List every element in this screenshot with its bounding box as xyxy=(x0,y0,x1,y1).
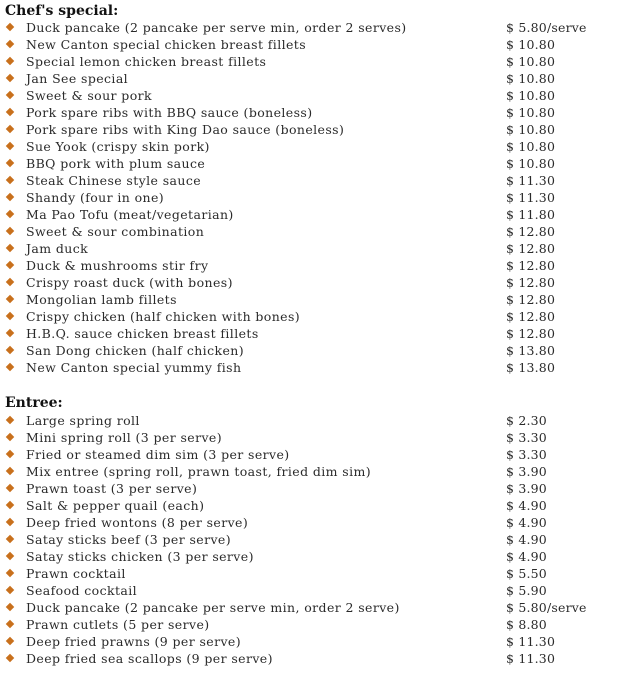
diamond-bullet-icon xyxy=(6,620,14,628)
diamond-bullet-icon xyxy=(6,23,14,31)
menu-item-price: $ 10.80 xyxy=(506,54,556,69)
menu-item xyxy=(0,87,625,104)
menu-item-name: Sue Yook (crispy skin pork) xyxy=(26,139,210,154)
menu-item-name: BBQ pork with plum sauce xyxy=(26,156,206,171)
menu-item-name: Crispy chicken (half chicken with bones) xyxy=(26,309,301,324)
menu-item xyxy=(0,240,625,257)
menu-item xyxy=(0,104,625,121)
menu-item-name: Satay sticks chicken (3 per serve) xyxy=(26,549,254,564)
menu-item-name: Sweet & sour combination xyxy=(26,224,205,239)
menu-item-name: Mini spring roll (3 per serve) xyxy=(26,430,222,445)
menu-item-name: Shandy (four in one) xyxy=(26,190,165,205)
menu-item xyxy=(0,616,625,633)
menu-item xyxy=(0,121,625,138)
menu-item xyxy=(0,599,625,616)
menu-item-price: $ 5.90 xyxy=(506,583,547,598)
diamond-bullet-icon xyxy=(6,108,14,116)
menu-item xyxy=(0,446,625,463)
menu-item xyxy=(0,206,625,223)
menu-item-name: Large spring roll xyxy=(26,413,140,428)
section-title: Entree: xyxy=(5,395,63,411)
menu-item-name: Deep fried wontons (8 per serve) xyxy=(26,515,249,530)
diamond-bullet-icon xyxy=(6,278,14,286)
menu-item-name: Seafood cocktail xyxy=(26,583,138,598)
menu-item-price: $ 10.80 xyxy=(506,139,556,154)
menu-item xyxy=(0,633,625,650)
menu-item-price: $ 10.80 xyxy=(506,122,556,137)
menu-item-price: $ 10.80 xyxy=(506,105,556,120)
menu-item-price: $ 10.80 xyxy=(506,88,556,103)
menu-item-name: Jan See special xyxy=(26,71,129,86)
menu-item-name: Duck pancake (2 pancake per serve min, order 2 serve) xyxy=(26,600,400,615)
menu-item xyxy=(0,531,625,548)
menu-item-name: Fried or steamed dim sim (3 per serve) xyxy=(26,447,290,462)
diamond-bullet-icon xyxy=(6,261,14,269)
menu-item xyxy=(0,36,625,53)
menu-item-name: Prawn cocktail xyxy=(26,566,126,581)
diamond-bullet-icon xyxy=(6,312,14,320)
menu-item xyxy=(0,342,625,359)
diamond-bullet-icon xyxy=(6,329,14,337)
menu-item-price: $ 3.90 xyxy=(506,481,547,496)
menu-item-name: Prawn cutlets (5 per serve) xyxy=(26,617,210,632)
menu-item xyxy=(0,189,625,206)
menu-item-name: Mix entree (spring roll, prawn toast, fried dim sim) xyxy=(26,464,372,479)
menu-item-name: H.B.Q. sauce chicken breast fillets xyxy=(26,326,259,341)
diamond-bullet-icon xyxy=(6,227,14,235)
menu-item-price: $ 11.30 xyxy=(506,651,556,666)
diamond-bullet-icon xyxy=(6,40,14,48)
menu-item xyxy=(0,274,625,291)
menu-item xyxy=(0,359,625,376)
menu-item xyxy=(0,514,625,531)
diamond-bullet-icon xyxy=(6,603,14,611)
diamond-bullet-icon xyxy=(6,244,14,252)
menu-item-price: $ 11.30 xyxy=(506,634,556,649)
menu-item-price: $ 12.80 xyxy=(506,224,556,239)
diamond-bullet-icon xyxy=(6,535,14,543)
menu-item-name: Sweet & sour pork xyxy=(26,88,152,103)
diamond-bullet-icon xyxy=(6,295,14,303)
menu-item xyxy=(0,53,625,70)
menu-item-name: Mongolian lamb fillets xyxy=(26,292,177,307)
menu-item-name: Pork spare ribs with BBQ sauce (boneless) xyxy=(26,105,313,120)
menu-item-price: $ 3.90 xyxy=(506,464,547,479)
diamond-bullet-icon xyxy=(6,450,14,458)
diamond-bullet-icon xyxy=(6,552,14,560)
menu-item xyxy=(0,565,625,582)
menu-item-price: $ 10.80 xyxy=(506,37,556,52)
diamond-bullet-icon xyxy=(6,57,14,65)
menu-item-name: Prawn toast (3 per serve) xyxy=(26,481,198,496)
menu-item-name: Deep fried sea scallops (9 per serve) xyxy=(26,651,273,666)
menu-item-name: New Canton special yummy fish xyxy=(26,360,242,375)
menu-item-name: Duck & mushrooms stir fry xyxy=(26,258,209,273)
menu-item-price: $ 4.90 xyxy=(506,549,547,564)
menu-item-price: $ 12.80 xyxy=(506,326,556,341)
diamond-bullet-icon xyxy=(6,586,14,594)
diamond-bullet-icon xyxy=(6,484,14,492)
diamond-bullet-icon xyxy=(6,433,14,441)
menu-item-price: $ 13.80 xyxy=(506,360,556,375)
diamond-bullet-icon xyxy=(6,91,14,99)
menu-item-price: $ 5.50 xyxy=(506,566,547,581)
menu-item-price: $ 11.30 xyxy=(506,173,556,188)
menu-item xyxy=(0,155,625,172)
menu-item xyxy=(0,582,625,599)
menu-item xyxy=(0,291,625,308)
diamond-bullet-icon xyxy=(6,193,14,201)
menu-item xyxy=(0,172,625,189)
diamond-bullet-icon xyxy=(6,637,14,645)
menu-item xyxy=(0,308,625,325)
menu-item xyxy=(0,650,625,667)
menu-item-name: Special lemon chicken breast fillets xyxy=(26,54,267,69)
menu-item-price: $ 2.30 xyxy=(506,413,547,428)
menu-item-price: $ 4.90 xyxy=(506,498,547,513)
menu-item-price: $ 13.80 xyxy=(506,343,556,358)
menu-item xyxy=(0,497,625,514)
menu-item-price: $ 11.80 xyxy=(506,207,556,222)
menu-item-name: Duck pancake (2 pancake per serve min, order 2 serves) xyxy=(26,20,407,35)
menu-item-price: $ 12.80 xyxy=(506,309,556,324)
menu-item-price: $ 11.30 xyxy=(506,190,556,205)
menu-item xyxy=(0,480,625,497)
menu-item-name: Satay sticks beef (3 per serve) xyxy=(26,532,231,547)
diamond-bullet-icon xyxy=(6,569,14,577)
menu-item xyxy=(0,138,625,155)
menu-item-name: Steak Chinese style sauce xyxy=(26,173,202,188)
menu-item-name: Ma Pao Tofu (meat/vegetarian) xyxy=(26,207,234,222)
diamond-bullet-icon xyxy=(6,210,14,218)
menu-item xyxy=(0,412,625,429)
menu-item xyxy=(0,257,625,274)
diamond-bullet-icon xyxy=(6,501,14,509)
diamond-bullet-icon xyxy=(6,176,14,184)
menu-item xyxy=(0,463,625,480)
menu-item-price: $ 10.80 xyxy=(506,71,556,86)
menu-item xyxy=(0,429,625,446)
menu-item xyxy=(0,548,625,565)
menu-item-price: $ 5.80/serve xyxy=(506,20,587,35)
menu-item xyxy=(0,325,625,342)
diamond-bullet-icon xyxy=(6,654,14,662)
menu-item-price: $ 12.80 xyxy=(506,292,556,307)
diamond-bullet-icon xyxy=(6,416,14,424)
diamond-bullet-icon xyxy=(6,467,14,475)
diamond-bullet-icon xyxy=(6,125,14,133)
diamond-bullet-icon xyxy=(6,346,14,354)
menu-item-price: $ 12.80 xyxy=(506,241,556,256)
menu-item xyxy=(0,223,625,240)
menu-item-name: Deep fried prawns (9 per serve) xyxy=(26,634,242,649)
section-title: Chef's special: xyxy=(5,3,119,19)
menu-item-name: Pork spare ribs with King Dao sauce (boneless) xyxy=(26,122,345,137)
diamond-bullet-icon xyxy=(6,74,14,82)
menu-item xyxy=(0,19,625,36)
menu-item xyxy=(0,70,625,87)
menu-item-name: San Dong chicken (half chicken) xyxy=(26,343,244,358)
menu-item-price: $ 5.80/serve xyxy=(506,600,587,615)
menu-item-name: New Canton special chicken breast fillets xyxy=(26,37,307,52)
menu-item-price: $ 4.90 xyxy=(506,515,547,530)
menu-item-name: Salt & pepper quail (each) xyxy=(26,498,205,513)
menu-item-price: $ 10.80 xyxy=(506,156,556,171)
menu-item-price: $ 3.30 xyxy=(506,447,547,462)
diamond-bullet-icon xyxy=(6,159,14,167)
menu-item-price: $ 3.30 xyxy=(506,430,547,445)
menu-item-price: $ 4.90 xyxy=(506,532,547,547)
diamond-bullet-icon xyxy=(6,363,14,371)
diamond-bullet-icon xyxy=(6,518,14,526)
menu-item-name: Jam duck xyxy=(26,241,89,256)
menu-item-price: $ 12.80 xyxy=(506,258,556,273)
menu-item-price: $ 8.80 xyxy=(506,617,547,632)
menu-item-price: $ 12.80 xyxy=(506,275,556,290)
diamond-bullet-icon xyxy=(6,142,14,150)
menu-item-name: Crispy roast duck (with bones) xyxy=(26,275,233,290)
